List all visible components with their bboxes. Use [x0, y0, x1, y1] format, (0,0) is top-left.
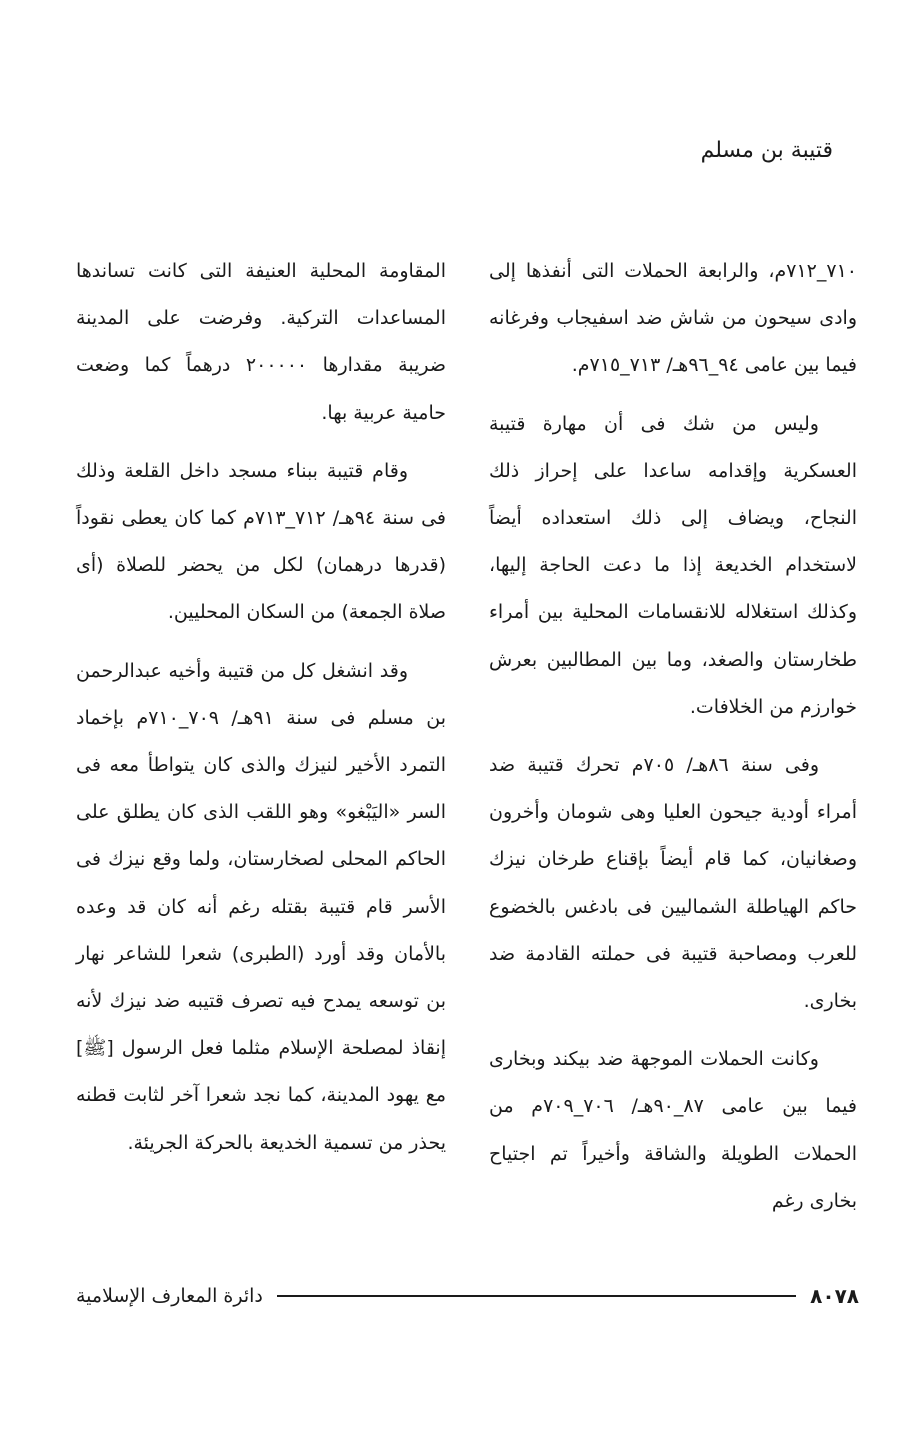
paragraph: وفى سنة ٨٦هـ/ ٧٠٥م تحرك قتيبة ضد أمراء أودية جيحون العليا وهى شومان وأخرون وصغانيان، كما قام أيضاً بإقناع طرخان نيزك حاكم الهياطلة الشماليين فى بادغس بالخضوع للعرب ومصاحبة قتيبة فى حملته القادمة ضد بخارى. — [489, 754, 857, 1013]
paragraph: ٧١٠_٧١٢م، والرابعة الحملات التى أنفذها إلى وادى سيحون من شاش ضد اسفيجاب وفرغانه فيما بين عامى ٩٤_٩٦هـ/ ٧١٣_٧١٥م. — [489, 260, 857, 377]
paragraph: وليس من شك فى أن مهارة قتيبة العسكرية وإقدامه ساعدا على إحراز ذلك النجاح، ويضاف إلى ذلك استعداده أيضاً لاستخدام الخديعة إذا ما دعت الحاجة إليها، وكذلك استغلاله للانقسامات المحلية بين أمراء طخارستان والصغد، وما بين المطالبين بعرش خوارزم من الخلافات. — [489, 412, 857, 718]
paragraph: وقد انشغل كل من قتيبة وأخيه عبدالرحمن بن مسلم فى سنة ٩١هـ/ ٧٠٩_٧١٠م بإخماد التمرد الأخير لنيزك والذى كان يتواطأ معه فى السر «اليَبْغو» وهو اللقب الذى كان يطلق على الحاكم المحلى لصخارستان، ولما وقع نيزك فى الأسر قام قتيبة بقتله رغم أنه كان قد وعده بالأمان وقد أورد (الطبرى) شعرا للشاعر نهار بن توسعه يمدح فيه تصرف قتيبه ضد نيزك لأنه إنقاذ لمصلحة الإسلام مثلما فعل الرسول [ﷺ] مع يهود المدينة، كما نجد شعرا آخر لثابت قطنه يحذر من تسمية الخديعة بالحركة الجريئة. — [76, 659, 447, 1154]
page-footer — [76, 1284, 859, 1308]
paragraph: المقاومة المحلية العنيفة التى كانت تساندها المساعدات التركية. وفرضت على المدينة ضريبة مقدارها ٢٠٠٠٠٠ درهماً كما وضعت حامية عربية بها. — [76, 260, 447, 424]
text-column-right — [489, 248, 857, 1236]
text-column-left — [76, 248, 446, 1178]
paragraph: وكانت الحملات الموجهة ضد بيكند وبخارى فيما بين عامى ٨٧_٩٠هـ/ ٧٠٦_٧٠٩م من الحملات الطويلة والشاقة وأخيراً تم اجتياح بخارى رغم — [489, 1048, 857, 1212]
journal-title: دائرة المعارف الإسلامية — [76, 1285, 263, 1307]
running-head: قتيبة بن مسلم — [700, 138, 833, 163]
footer-rule — [277, 1295, 796, 1297]
page-number: ٨٠٧٨ — [810, 1284, 859, 1308]
paragraph: وقام قتيبة ببناء مسجد داخل القلعة وذلك فى سنة ٩٤هـ/ ٧١٢_٧١٣م كما كان يعطى نقوداً (قدرها درهمان) لكل من يحضر للصلاة (أى صلاة الجمعة) من السكان المحليين. — [76, 459, 447, 624]
